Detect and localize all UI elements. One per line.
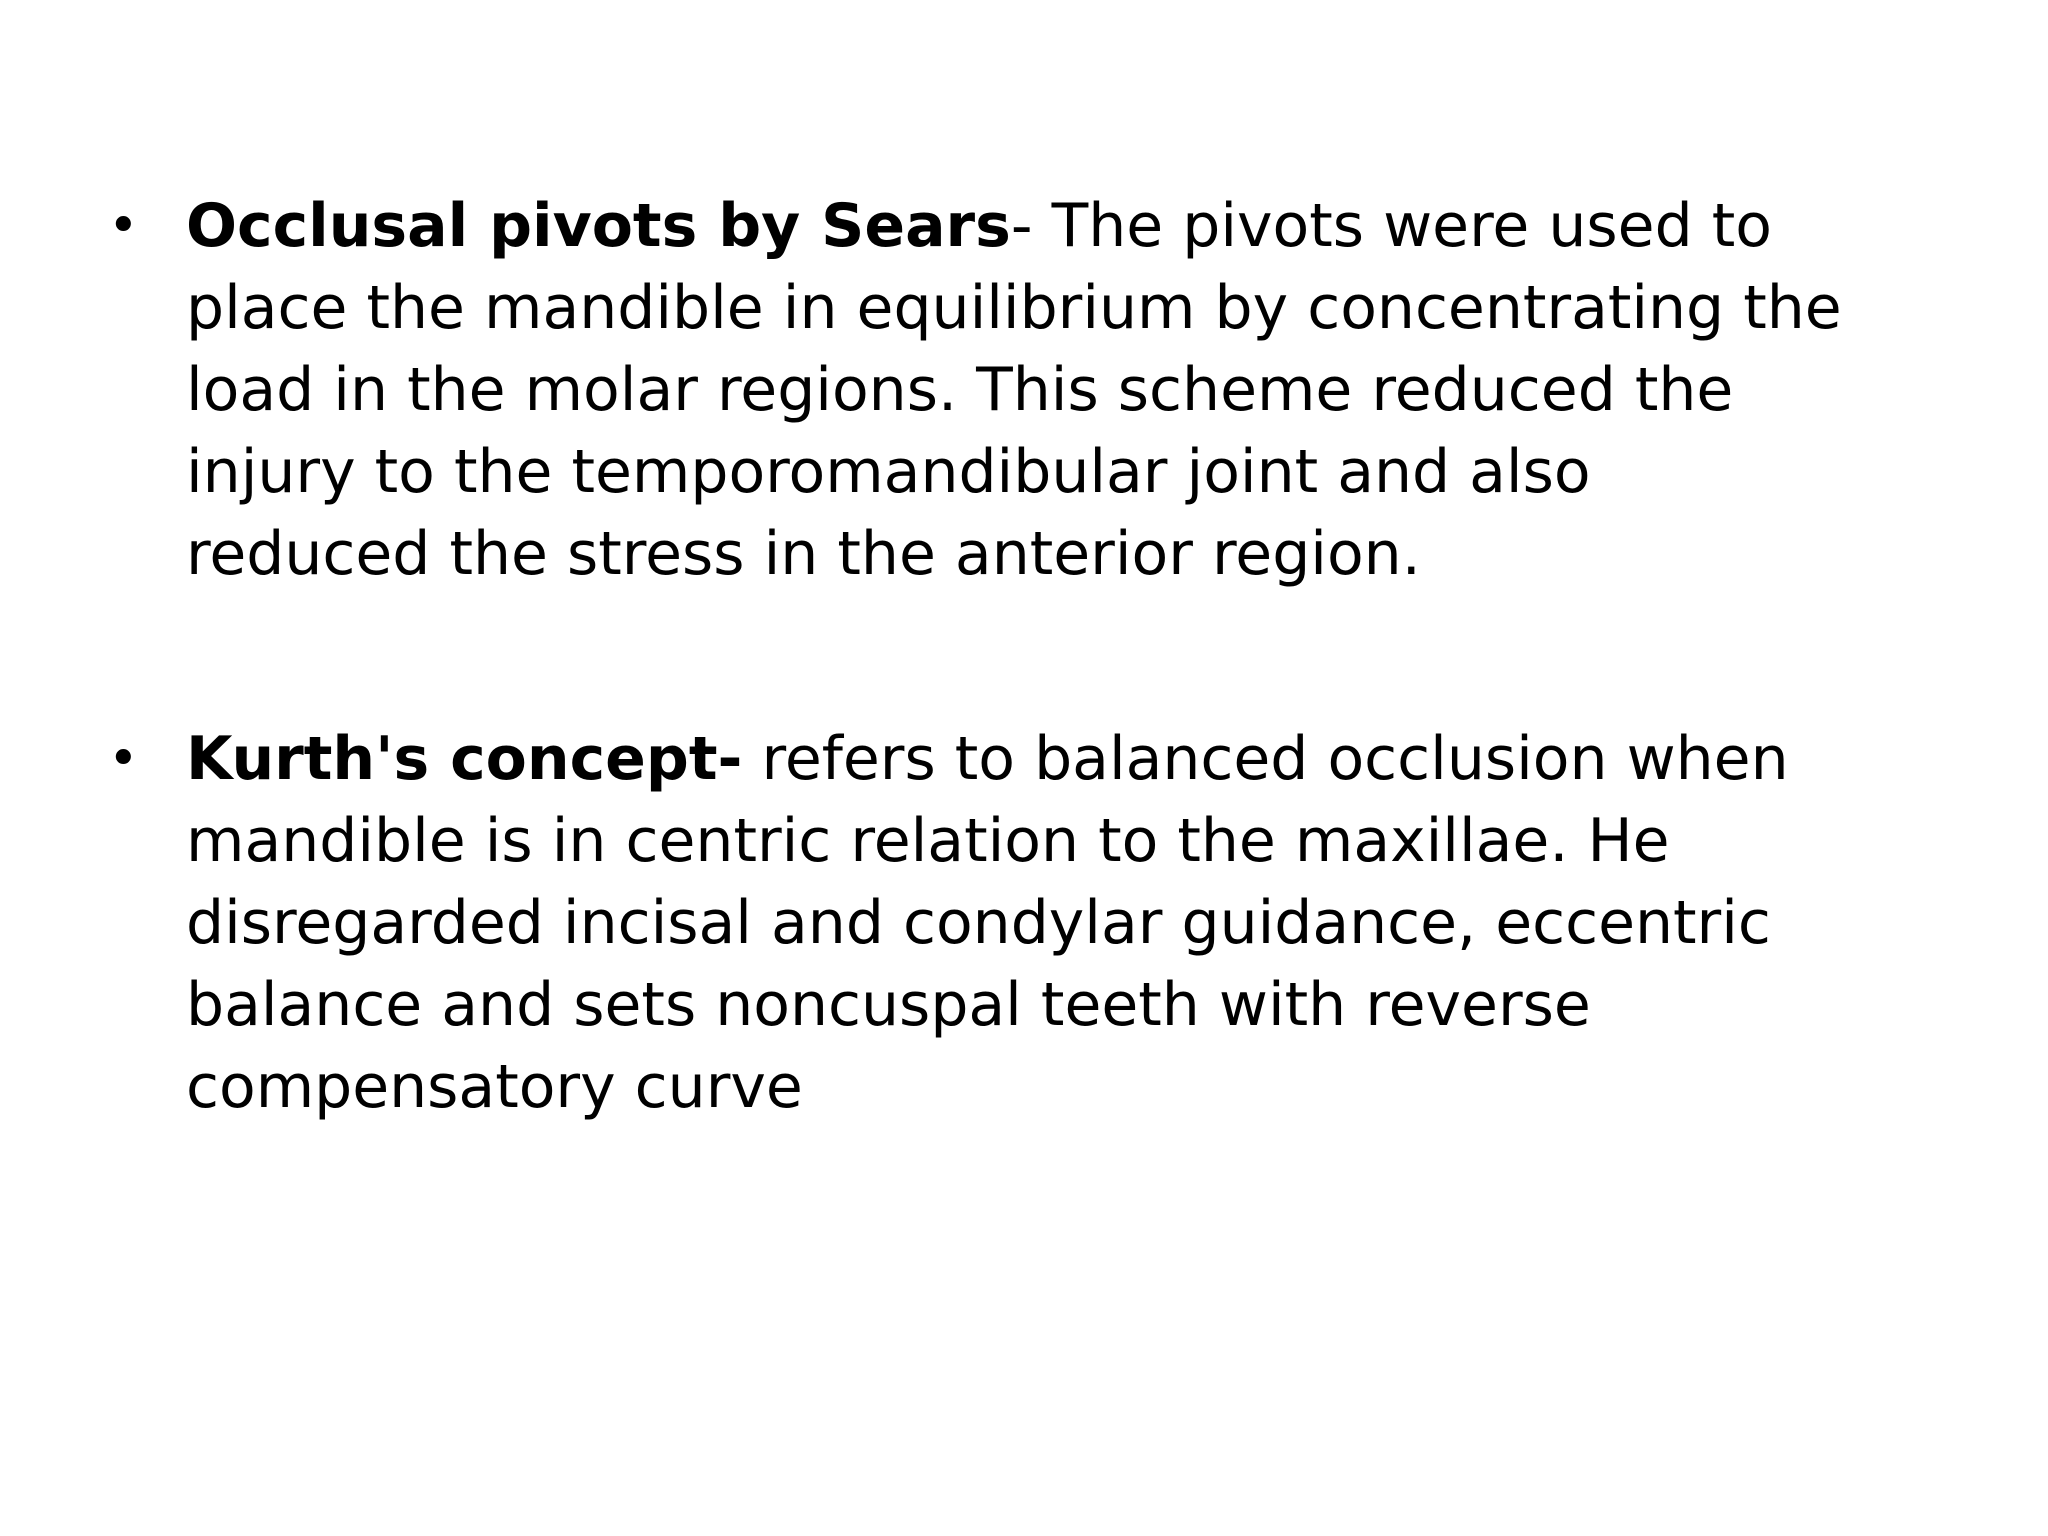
bullet-dot-icon: • [108, 196, 139, 256]
text-line: mandible is in centric relation to the maxillae. He [186, 806, 1670, 876]
text-line: balance and sets noncuspal teeth with reverse [186, 970, 1591, 1040]
bold-term: Kurth's concept- [186, 724, 743, 794]
bullet-text [186, 718, 1986, 1128]
bullet-dot-icon: • [108, 729, 139, 789]
bold-term: Occlusal pivots by Sears [186, 191, 1011, 261]
text-line: injury to the temporomandibular joint and also [186, 437, 1591, 507]
bullet-text [186, 185, 1986, 595]
text-line [186, 185, 1986, 267]
text-line: place the mandible in equilibrium by concentrating the [186, 273, 1842, 343]
text-line: load in the molar regions. This scheme reduced the [186, 355, 1734, 425]
text-line [186, 718, 1986, 800]
text-segment: refers to balanced occlusion when [742, 724, 1789, 794]
text-line: disregarded incisal and condylar guidance, eccentric [186, 888, 1771, 958]
text-line: reduced the stress in the anterior region. [186, 519, 1421, 589]
text-line: compensatory curve [186, 1052, 803, 1122]
text-segment: - The pivots were used to [1010, 191, 1772, 261]
